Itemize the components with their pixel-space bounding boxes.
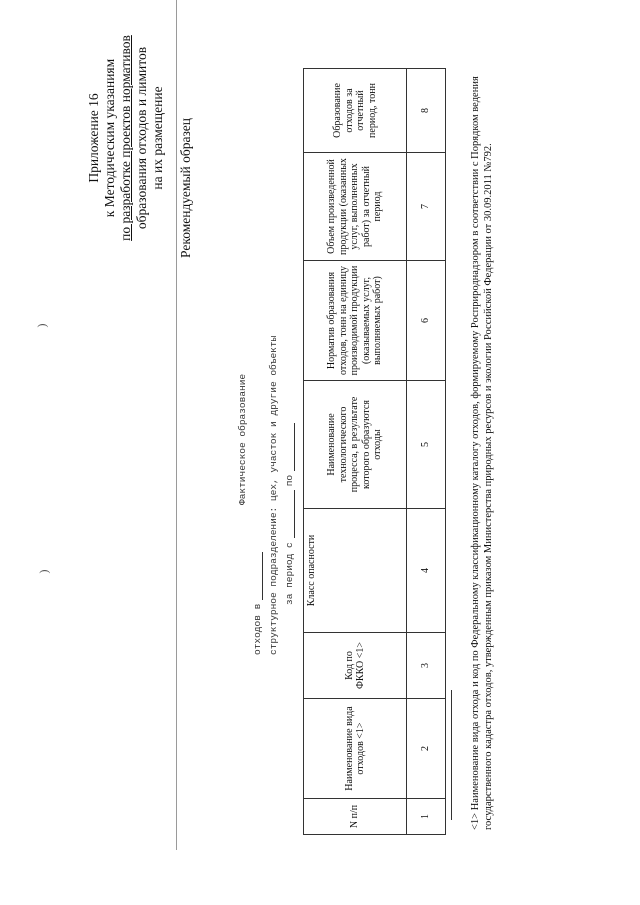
number-cell: 4 bbox=[407, 509, 446, 633]
header-line: к Методическим указаниям bbox=[102, 58, 117, 218]
form-line-waste-in bbox=[252, 552, 263, 655]
blank-field bbox=[284, 490, 295, 538]
header-line: Приложение 16 bbox=[86, 93, 101, 183]
form-line-period bbox=[284, 423, 295, 605]
number-cell: 1 bbox=[407, 799, 446, 835]
header-cell: Наименование технологического процесса, в результате которого образуются отходы bbox=[304, 381, 407, 509]
form-text: отходов в bbox=[252, 603, 263, 655]
recommended-sample-label: Рекомендуемый образец bbox=[178, 117, 193, 258]
header-line: на их размещение bbox=[150, 86, 165, 190]
number-cell: 7 bbox=[407, 153, 446, 261]
table-header-row bbox=[304, 69, 407, 835]
number-cell: 5 bbox=[407, 381, 446, 509]
header-cell: Класс опасности bbox=[304, 509, 407, 633]
form-text: по bbox=[284, 474, 295, 487]
header-cell: N п/п bbox=[304, 799, 407, 835]
number-cell: 6 bbox=[407, 261, 446, 381]
header-cell: Код по ФККО <1> bbox=[304, 633, 407, 699]
number-cell: 8 bbox=[407, 69, 446, 153]
blank-field bbox=[252, 552, 263, 600]
header-cell: Наименование вида отходов <1> bbox=[304, 699, 407, 799]
form-title: Фактическое образование bbox=[237, 373, 248, 505]
footnote-separator bbox=[451, 690, 452, 820]
scan-mark: ) bbox=[34, 323, 49, 328]
header-line: образования отходов и лимитов bbox=[134, 46, 149, 230]
header-cell: Норматив образования отходов, тонн на единицу производимой продукции (оказываемых услуг, выполняемых работ) bbox=[304, 261, 407, 381]
number-cell: 2 bbox=[407, 699, 446, 799]
blank-field bbox=[284, 423, 295, 471]
page-fold-line bbox=[176, 0, 177, 850]
form-line-subdivision: структурное подразделение: цех, участок и другие объекты bbox=[268, 335, 279, 655]
header-line: по разработке проектов нормативов bbox=[118, 35, 133, 241]
number-cell: 3 bbox=[407, 633, 446, 699]
header-cell: Объем произведенной продукции (оказанных услуг, выполненных работ) за отчетный период bbox=[304, 153, 407, 261]
table-number-row bbox=[407, 69, 446, 835]
appendix-header bbox=[86, 28, 166, 248]
footnote: <1> Наименование вида отхода и код по Федеральному классификационному каталогу отходов, формируемому Росприроднадзором в соответствии с Порядком ведения государственного кадастра отходов, утвержденным приказом Министерства природных ресурсов и экологии Российской Федерации от 30.09.2011 №792. bbox=[470, 76, 494, 830]
form-text: за период с bbox=[284, 542, 295, 605]
header-cell: Образование отходов за отчетный период, тонн bbox=[304, 69, 407, 153]
waste-table bbox=[303, 69, 437, 835]
scan-mark: ) bbox=[36, 569, 51, 574]
